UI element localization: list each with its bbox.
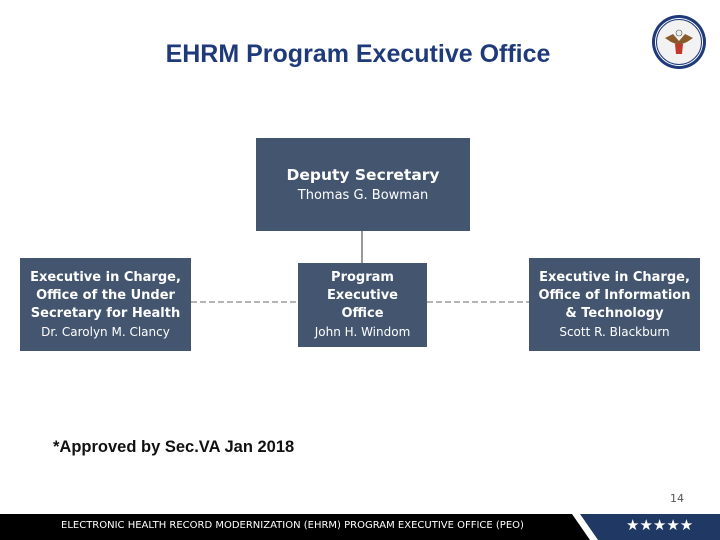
box-under-secretary-health — [20, 258, 191, 351]
left-line3: Secretary for Health — [30, 305, 181, 321]
right-name: Scott R. Blackburn — [559, 324, 670, 339]
footer-stars: ★★★★★ — [626, 516, 694, 534]
right-line1: Executive in Charge, — [539, 269, 690, 285]
box-program-executive-office — [298, 263, 427, 347]
box-information-technology — [529, 258, 700, 351]
center-line1: Program — [331, 270, 394, 285]
page-title: EHRM Program Executive Office — [165, 40, 551, 68]
deputy-name: Thomas G. Bowman — [297, 187, 429, 203]
left-name: Dr. Carolyn M. Clancy — [41, 324, 170, 339]
page-number: 14 — [670, 492, 684, 505]
box-deputy-secretary — [256, 138, 470, 231]
left-line1: Executive in Charge, — [30, 269, 181, 285]
right-line2: Office of Information — [538, 287, 691, 303]
approval-note: *Approved by Sec.VA Jan 2018 — [53, 438, 295, 456]
footer-text: ELECTRONIC HEALTH RECORD MODERNIZATION (EHRM) PROGRAM EXECUTIVE OFFICE (PEO) — [61, 520, 524, 531]
deputy-title: Deputy Secretary — [286, 165, 440, 184]
center-line2: Executive Office — [326, 288, 398, 321]
left-line2: Office of the Under — [36, 287, 175, 303]
center-name: John H. Windom — [314, 325, 411, 339]
right-line3: & Technology — [565, 305, 664, 321]
